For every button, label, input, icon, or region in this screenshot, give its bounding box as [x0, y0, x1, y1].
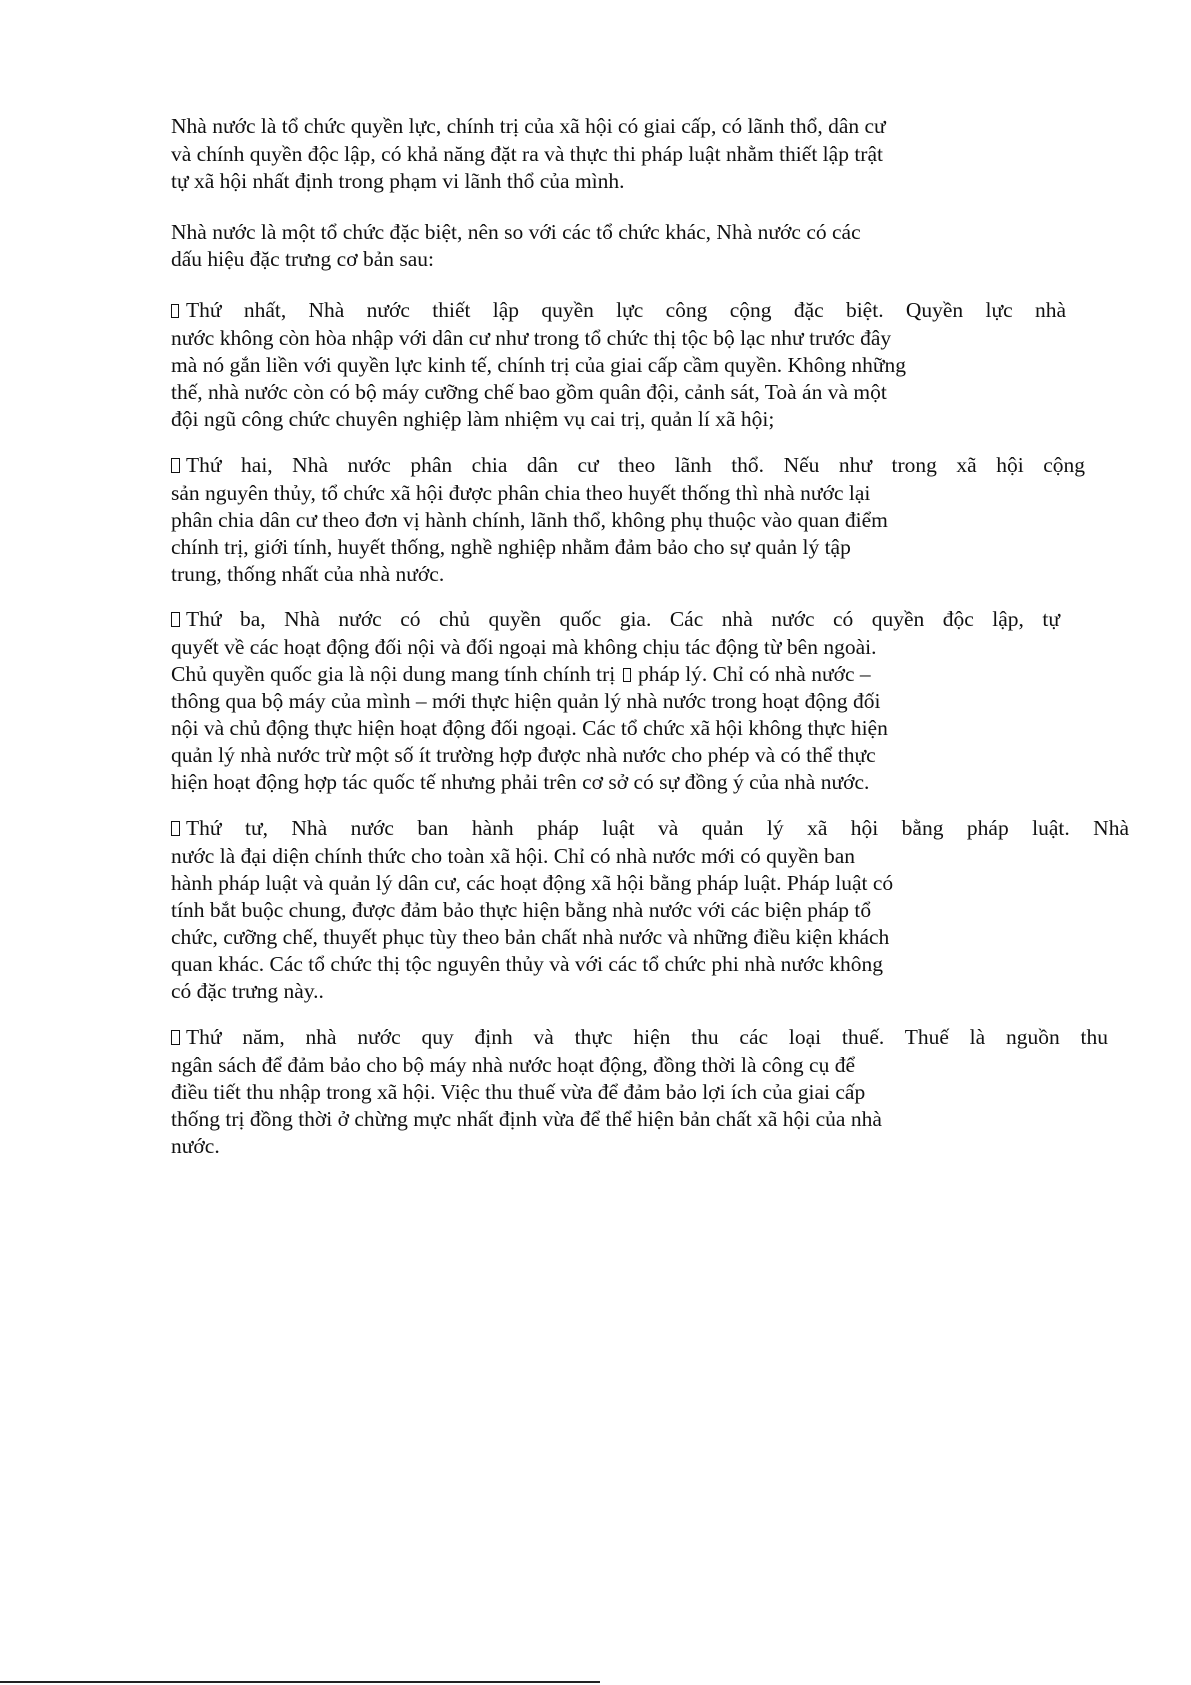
text-span: Chủ quyền quốc gia là nội dung mang tính chính trị [171, 662, 616, 686]
text-line: hành pháp luật và quản lý dân cư, các hoạt động xã hội bằng pháp luật. Pháp luật có [171, 871, 894, 895]
text-span: Thứ năm, nhà nước quy định và thực hiện thu các loại thuế. Thuế là nguồn thu [186, 1025, 1108, 1049]
text-line: quan khác. Các tổ chức thị tộc nguyên thủy và với các tổ chức phi nhà nước không [171, 952, 884, 976]
text-line [171, 1024, 1108, 1051]
text-line: ngân sách để đảm bảo cho bộ máy nhà nước hoạt động, đồng thời là công cụ để [171, 1053, 855, 1077]
text-line: dấu hiệu đặc trưng cơ bản sau: [171, 247, 435, 271]
text-span: Thứ hai, Nhà nước phân chia dân cư theo lãnh thổ. Nếu như trong xã hội cộng [186, 453, 1085, 477]
bullet-box-icon [623, 668, 631, 682]
text-line: chính trị, giới tính, huyết thống, nghề nghiệp nhằm đảm bảo cho sự quản lý tập [171, 535, 851, 559]
text-line: điều tiết thu nhập trong xã hội. Việc thu thuế vừa để đảm bảo lợi ích của giai cấp [171, 1080, 866, 1104]
text-line: nước. [171, 1134, 220, 1158]
text-line: phân chia dân cư theo đơn vị hành chính, lãnh thổ, không phụ thuộc vào quan điểm [171, 508, 888, 532]
text-span: Thứ ba, Nhà nước có chủ quyền quốc gia. Các nhà nước có quyền độc lập, tự [186, 607, 1060, 631]
text-line [171, 297, 1066, 324]
text-line: nước là đại diện chính thức cho toàn xã hội. Chỉ có nhà nước mới có quyền ban [171, 844, 856, 868]
text-line: nội và chủ động thực hiện hoạt động đối ngoại. Các tổ chức xã hội không thực hiện [171, 716, 888, 740]
text-span: pháp lý. Chỉ có nhà nước – [638, 662, 871, 686]
bullet-box-icon [171, 1030, 180, 1045]
text-line: mà nó gắn liền với quyền lực kinh tế, chính trị của giai cấp cầm quyền. Không những [171, 353, 907, 377]
bullet-box-icon [171, 612, 180, 627]
text-line: thế, nhà nước còn có bộ máy cưỡng chế bao gồm quân đội, cảnh sát, Toà án và một [171, 380, 887, 404]
text-line: và chính quyền độc lập, có khả năng đặt ra và thực thi pháp luật nhằm thiết lập trật [171, 142, 883, 166]
text-line [171, 606, 1060, 633]
text-line [171, 452, 1085, 479]
bullet-box-icon [171, 821, 180, 836]
bullet-box-icon [171, 304, 179, 318]
text-line: trung, thống nhất của nhà nước. [171, 562, 445, 586]
text-line: tính bắt buộc chung, được đảm bảo thực hiện bằng nhà nước với các biện pháp tổ [171, 898, 872, 922]
text-line [171, 661, 871, 688]
text-line: chức, cưỡng chế, thuyết phục tùy theo bản chất nhà nước và những điều kiện khách [171, 925, 890, 949]
text-span: Thứ nhất, Nhà nước thiết lập quyền lực công cộng đặc biệt. Quyền lực nhà [186, 298, 1066, 322]
text-line: quản lý nhà nước trừ một số ít trường hợp được nhà nước cho phép và có thể thực [171, 743, 876, 767]
text-line: thống trị đồng thời ở chừng mực nhất định vừa để thể hiện bản chất xã hội của nhà [171, 1107, 882, 1131]
divider [0, 1681, 600, 1683]
text-line: Nhà nước là tổ chức quyền lực, chính trị của xã hội có giai cấp, có lãnh thổ, dân cư [171, 114, 886, 138]
text-line: tự xã hội nhất định trong phạm vi lãnh thổ của mình. [171, 169, 625, 193]
text-line: thông qua bộ máy của mình – mới thực hiện quản lý nhà nước trong hoạt động đối [171, 689, 881, 713]
text-line: sản nguyên thủy, tổ chức xã hội được phân chia theo huyết thống thì nhà nước lại [171, 481, 871, 505]
text-line [171, 815, 1129, 842]
page-bottom-edge [0, 1680, 1191, 1685]
text-line: đội ngũ công chức chuyên nghiệp làm nhiệm vụ cai trị, quản lí xã hội; [171, 407, 775, 431]
bullet-box-icon [171, 458, 180, 473]
text-line: Nhà nước là một tổ chức đặc biệt, nên so với các tổ chức khác, Nhà nước có các [171, 220, 861, 244]
text-line: quyết về các hoạt động đối nội và đối ngoại mà không chịu tác động từ bên ngoài. [171, 635, 877, 659]
text-line: nước không còn hòa nhập với dân cư như trong tổ chức thị tộc bộ lạc như trước đây [171, 326, 892, 350]
text-line: có đặc trưng này.. [171, 979, 324, 1003]
text-line: hiện hoạt động hợp tác quốc tế nhưng phải trên cơ sở có sự đồng ý của nhà nước. [171, 770, 870, 794]
text-span: Thứ tư, Nhà nước ban hành pháp luật và quản lý xã hội bằng pháp luật. Nhà [186, 816, 1129, 840]
